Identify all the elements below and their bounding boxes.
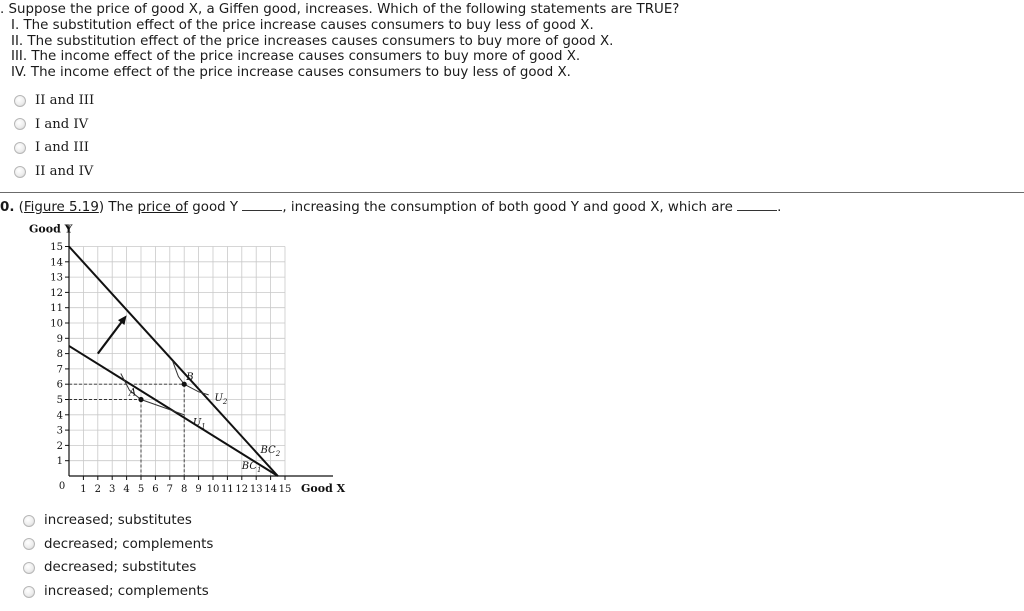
- stem-text: , increasing the consumption of both good Y and good X, which are: [282, 200, 738, 215]
- option-label: increased; substitutes: [44, 513, 192, 529]
- stem-text: (: [14, 200, 24, 215]
- statement-3: III. The income effect of the price increase causes consumers to buy more of good X.: [11, 49, 581, 65]
- budget-line-bc2: [69, 247, 278, 477]
- y-tick-label: 9: [56, 333, 63, 345]
- y-tick-label: 3: [56, 425, 63, 437]
- y-tick-label: 2: [56, 440, 63, 452]
- y-axis-label: Good Y: [29, 222, 73, 236]
- question-2-options: [0, 509, 213, 603]
- radio-button[interactable]: [23, 538, 35, 550]
- price-link[interactable]: price of: [137, 200, 189, 215]
- q1-option-2[interactable]: [0, 113, 1024, 137]
- point-a: [138, 397, 143, 402]
- stem-text: ) The: [98, 200, 138, 215]
- question-2-stem: [0, 199, 1024, 215]
- curve-label-bc1: $BC_1$: [241, 461, 262, 475]
- question-divider: [0, 192, 1024, 193]
- y-tick-label: 4: [56, 410, 63, 422]
- x-tick-label: 12: [235, 484, 249, 495]
- x-tick-label: 14: [264, 484, 277, 495]
- q2-option-3[interactable]: [0, 556, 213, 580]
- q1-option-1[interactable]: [0, 89, 1024, 113]
- x-axis-label: Good X: [301, 482, 346, 495]
- y-tick-label: 10: [50, 318, 63, 330]
- option-label: decreased; complements: [44, 536, 214, 552]
- statement-4: IV. The income effect of the price increase causes consumers to buy less of good X.: [11, 65, 571, 81]
- y-tick-label: 11: [50, 303, 63, 315]
- y-tick-label: 14: [50, 257, 63, 269]
- y-tick-label: 6: [56, 379, 63, 391]
- curve-label-u1: $U_1$: [192, 417, 206, 431]
- q2-option-2[interactable]: [0, 533, 213, 557]
- radio-button[interactable]: [14, 142, 26, 154]
- q2-option-1[interactable]: [0, 509, 213, 533]
- question-1: [0, 2, 1024, 183]
- option-label: I and III: [35, 140, 90, 156]
- x-tick-label: 7: [166, 484, 173, 495]
- curve-label-u2: $U_2$: [214, 393, 228, 407]
- y-tick-label: 5: [56, 395, 63, 406]
- x-tick-label: 13: [249, 484, 263, 495]
- x-tick-label: 2: [94, 484, 101, 495]
- y-tick-label: 13: [50, 272, 63, 284]
- radio-button[interactable]: [23, 586, 35, 598]
- figure-5-19-chart: [0, 214, 360, 504]
- q1-option-3[interactable]: [0, 136, 1024, 160]
- y-tick-label: 1: [56, 456, 63, 468]
- figure-link[interactable]: Figure 5.19: [23, 200, 99, 215]
- y-tick-label: 7: [56, 364, 63, 376]
- x-tick-label: 4: [123, 484, 130, 495]
- y-tick-label: 8: [56, 349, 63, 361]
- x-tick-label: 11: [221, 484, 234, 495]
- curve-label-bc2: $BC_2$: [260, 445, 281, 459]
- x-tick-label: 6: [152, 484, 159, 495]
- x-tick-label: 10: [206, 484, 220, 495]
- q1-option-4[interactable]: [0, 160, 1024, 184]
- option-label: decreased; substitutes: [44, 560, 197, 576]
- statement-1: I. The substitution effect of the price increase causes consumers to buy less of good X.: [11, 17, 594, 33]
- radio-button[interactable]: [23, 515, 35, 527]
- answer-blank-1: [242, 199, 282, 211]
- stem-text: .: [777, 200, 782, 215]
- x-tick-label: 9: [195, 484, 202, 495]
- question-1-stem: [0, 2, 1024, 81]
- option-label: I and IV: [35, 116, 89, 132]
- radio-button[interactable]: [14, 166, 26, 178]
- option-label: II and IV: [35, 164, 94, 180]
- x-tick-label: 1: [80, 484, 87, 495]
- statement-2: II. The substitution effect of the price increases causes consumers to buy more of good X.: [11, 33, 614, 49]
- radio-button[interactable]: [14, 95, 26, 107]
- point-label-a: A: [129, 387, 137, 399]
- shift-arrow: [98, 319, 124, 353]
- radio-button[interactable]: [14, 118, 26, 130]
- x-tick-label: 5: [137, 484, 145, 495]
- q2-option-4[interactable]: [0, 580, 213, 604]
- origin-label: 0: [58, 481, 66, 492]
- question-1-options: [0, 89, 1024, 183]
- stem-text: good Y: [188, 200, 243, 215]
- y-tick-label: 12: [50, 287, 63, 299]
- x-tick-label: 3: [109, 484, 116, 495]
- radio-button[interactable]: [23, 562, 35, 574]
- y-tick-label: 15: [50, 242, 63, 253]
- question-1-prompt: . Suppose the price of good X, a Giffen good, increases. Which of the following statements are TRUE?: [0, 2, 680, 17]
- question-number: 0.: [0, 200, 15, 215]
- option-label: increased; complements: [44, 584, 209, 600]
- answer-blank-2: [737, 199, 777, 211]
- option-label: II and III: [35, 93, 95, 109]
- x-tick-label: 8: [181, 484, 188, 495]
- x-tick-label: 15: [278, 484, 292, 495]
- point-label-b: B: [186, 372, 194, 384]
